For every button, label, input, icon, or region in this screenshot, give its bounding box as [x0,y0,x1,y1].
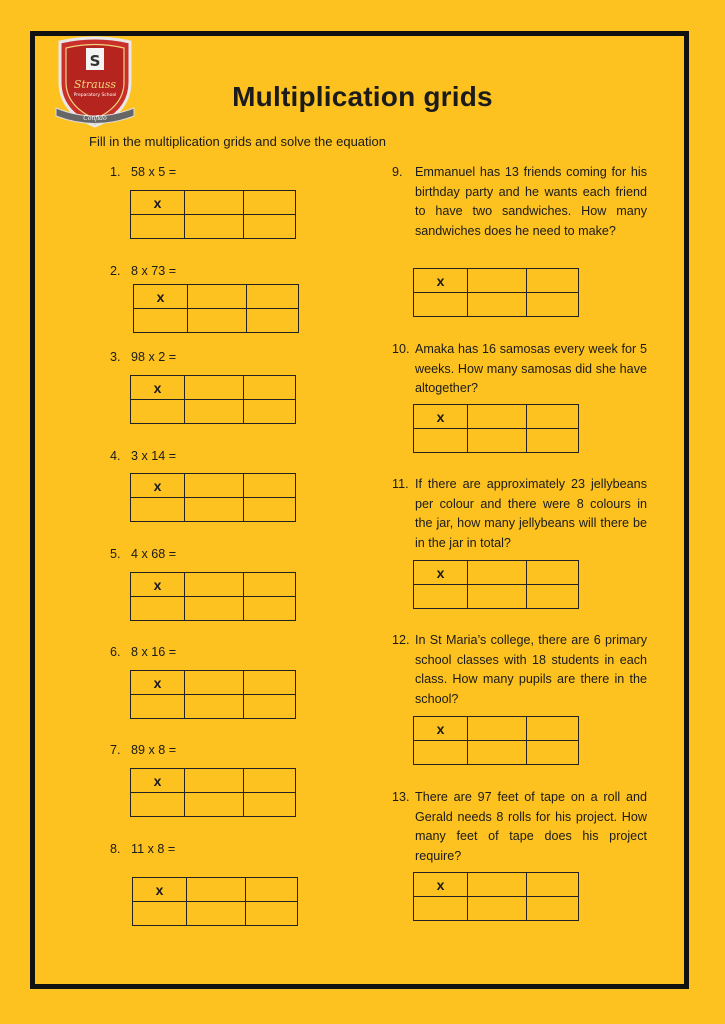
multiplication-grid [413,872,579,921]
svg-text:Strauss: Strauss [73,78,117,91]
question-number: 4. [110,449,121,463]
grid-answer-cell[interactable] [468,429,527,453]
grid-answer-cell[interactable] [527,717,579,741]
question-number: 13. [392,790,410,804]
grid-answer-cell[interactable] [185,400,244,424]
question-text: 8 x 73 = [131,264,177,278]
grid-answer-cell[interactable] [131,215,185,239]
multiplication-grid [130,190,296,239]
grid-answer-cell[interactable] [131,793,185,817]
grid-symbol-cell: x [134,285,188,309]
grid-answer-cell[interactable] [244,695,296,719]
grid-answer-cell[interactable] [185,573,244,597]
grid-answer-cell[interactable] [244,769,296,793]
grid-answer-cell[interactable] [527,293,579,317]
grid-answer-cell[interactable] [244,597,296,621]
question-text: In St Maria’s college, there are 6 primary school classes with 18 students in each class. How many pupils are there in the school? [415,633,647,706]
grid-answer-cell[interactable] [468,269,527,293]
question-text: There are 97 feet of tape on a roll and Gerald needs 8 rolls for his project. How many feet of tape does his project require? [415,790,647,863]
question-text: 8 x 16 = [131,645,177,659]
grid-answer-cell[interactable] [185,695,244,719]
question-text: If there are approximately 23 jellybeans per colour and there were 8 colours in the jar, how many jellybeans will there be in the jar in total? [415,477,647,550]
multiplication-grid [413,404,579,453]
grid-symbol-cell: x [131,376,185,400]
grid-symbol-cell: x [414,405,468,429]
grid-answer-cell[interactable] [468,741,527,765]
question-text: 98 x 2 = [131,350,177,364]
instructions: Fill in the multiplication grids and solve the equation [89,134,387,149]
question-number: 5. [110,547,121,561]
multiplication-grid [133,284,299,333]
grid-answer-cell[interactable] [247,285,299,309]
grid-answer-cell[interactable] [414,429,468,453]
grid-answer-cell[interactable] [131,400,185,424]
grid-answer-cell[interactable] [468,897,527,921]
grid-answer-cell[interactable] [244,191,296,215]
question-number: 7. [110,743,121,757]
question-number: 1. [110,165,121,179]
grid-answer-cell[interactable] [244,498,296,522]
grid-answer-cell[interactable] [527,741,579,765]
grid-answer-cell[interactable] [185,376,244,400]
grid-answer-cell[interactable] [468,405,527,429]
grid-answer-cell[interactable] [185,769,244,793]
multiplication-grid [132,877,298,926]
question-text: 3 x 14 = [131,449,177,463]
grid-symbol-cell: x [131,671,185,695]
grid-symbol-cell: x [131,474,185,498]
grid-answer-cell[interactable] [131,498,185,522]
question-number: 3. [110,350,121,364]
question-text: 4 x 68 = [131,547,177,561]
question-number: 10. [392,342,410,356]
grid-answer-cell[interactable] [468,293,527,317]
grid-answer-cell[interactable] [527,897,579,921]
grid-answer-cell[interactable] [187,902,246,926]
grid-answer-cell[interactable] [414,293,468,317]
grid-answer-cell[interactable] [131,597,185,621]
question-number: 11. [392,477,409,491]
multiplication-grid [130,375,296,424]
grid-answer-cell[interactable] [244,400,296,424]
grid-answer-cell[interactable] [244,376,296,400]
grid-answer-cell[interactable] [185,215,244,239]
grid-symbol-cell: x [414,717,468,741]
grid-symbol-cell: x [131,573,185,597]
grid-answer-cell[interactable] [187,878,246,902]
multiplication-grid [130,572,296,621]
grid-answer-cell[interactable] [131,695,185,719]
multiplication-grid [130,670,296,719]
grid-symbol-cell: x [133,878,187,902]
question-text: 89 x 8 = [131,743,177,757]
svg-text:Confido: Confido [83,115,107,122]
grid-symbol-cell: x [414,561,468,585]
grid-answer-cell[interactable] [185,498,244,522]
grid-answer-cell[interactable] [527,873,579,897]
grid-answer-cell[interactable] [527,585,579,609]
multiplication-grid [413,268,579,317]
grid-answer-cell[interactable] [414,741,468,765]
grid-symbol-cell: x [131,191,185,215]
grid-answer-cell[interactable] [185,671,244,695]
grid-answer-cell[interactable] [188,309,247,333]
svg-text:S: S [89,52,101,70]
grid-answer-cell[interactable] [134,309,188,333]
grid-answer-cell[interactable] [527,405,579,429]
grid-answer-cell[interactable] [414,897,468,921]
grid-answer-cell[interactable] [185,597,244,621]
multiplication-grid [413,560,579,609]
grid-symbol-cell: x [414,873,468,897]
question-text: 11 x 8 = [131,842,176,856]
grid-answer-cell[interactable] [527,561,579,585]
grid-answer-cell[interactable] [527,269,579,293]
grid-answer-cell[interactable] [244,215,296,239]
grid-answer-cell[interactable] [246,902,298,926]
grid-answer-cell[interactable] [244,793,296,817]
question-text: Amaka has 16 samosas every week for 5 weeks. How many samosas did she have altogether? [415,342,647,396]
grid-answer-cell[interactable] [188,285,247,309]
question-number: 2. [110,264,121,278]
page-title: Multiplication grids [232,81,493,112]
multiplication-grid [130,473,296,522]
grid-answer-cell[interactable] [244,474,296,498]
grid-answer-cell[interactable] [468,585,527,609]
multiplication-grid [413,716,579,765]
grid-answer-cell[interactable] [527,429,579,453]
grid-answer-cell[interactable] [185,793,244,817]
grid-answer-cell[interactable] [244,573,296,597]
grid-answer-cell[interactable] [185,191,244,215]
question-text: Emmanuel has 13 friends coming for his birthday party and he wants each friend to have two sandwiches. How many sandwiches does he need to make? [415,165,647,238]
question-text: 58 x 5 = [131,165,177,179]
question-number: 8. [110,842,121,856]
question-number: 6. [110,645,121,659]
grid-answer-cell[interactable] [246,878,298,902]
svg-text:Preparatory School: Preparatory School [73,93,117,98]
grid-answer-cell[interactable] [468,873,527,897]
grid-answer-cell[interactable] [468,561,527,585]
grid-answer-cell[interactable] [244,671,296,695]
grid-answer-cell[interactable] [185,474,244,498]
grid-symbol-cell: x [414,269,468,293]
multiplication-grid [130,768,296,817]
grid-symbol-cell: x [131,769,185,793]
grid-answer-cell[interactable] [468,717,527,741]
grid-answer-cell[interactable] [414,585,468,609]
grid-answer-cell[interactable] [133,902,187,926]
question-number: 9. [392,165,403,179]
question-number: 12. [392,633,410,647]
grid-answer-cell[interactable] [247,309,299,333]
